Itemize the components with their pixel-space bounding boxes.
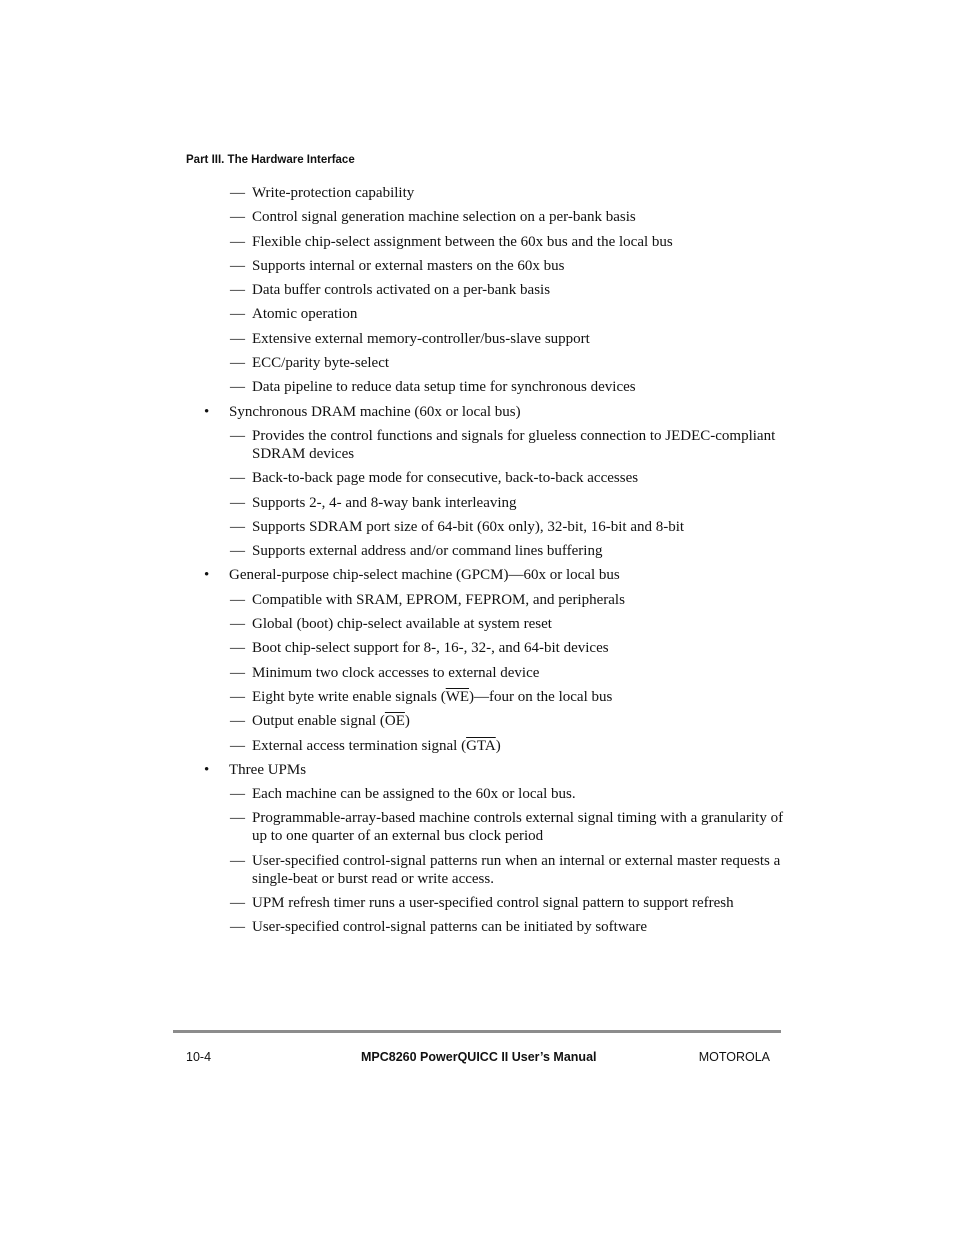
dash-subitem [200, 208, 790, 226]
footer-publisher: MOTOROLA [698, 1050, 770, 1064]
dash-marker: — [230, 306, 245, 323]
bullet-item [200, 403, 790, 421]
item-text [252, 469, 790, 487]
text-segment: Supports 2-, 4- and 8-way bank interleaving [252, 494, 517, 511]
item-text [252, 688, 790, 706]
dash-marker: — [230, 427, 245, 444]
active-low-signal-name: $\overline{OE}$ [384, 713, 405, 730]
item-text [252, 591, 790, 609]
item-text [252, 852, 790, 888]
text-segment: User-specified control-signal patterns can be initiated by software [252, 919, 647, 936]
item-text [252, 281, 790, 299]
item-text [252, 712, 790, 730]
dash-marker: — [230, 518, 245, 535]
text-segment: UPM refresh timer runs a user-specified control signal pattern to support refresh [252, 895, 734, 912]
dash-subitem [200, 894, 790, 912]
item-text [252, 354, 790, 372]
bullet-item [200, 761, 790, 779]
text-segment: )—four on the local bus [469, 688, 613, 705]
dash-marker: — [230, 185, 245, 201]
dash-subitem [200, 542, 790, 560]
dash-marker: — [230, 494, 245, 511]
text-segment: Extensive external memory-controller/bus-slave support [252, 330, 590, 347]
feature-list [200, 184, 790, 943]
dash-marker: — [230, 470, 245, 487]
dash-subitem [200, 233, 790, 251]
dash-subitem [200, 305, 790, 323]
text-segment: Each machine can be assigned to the 60x or local bus. [252, 786, 576, 803]
dash-marker: — [230, 919, 245, 936]
item-text [252, 233, 790, 251]
dash-marker: — [230, 810, 245, 827]
text-segment: Data buffer controls activated on a per-bank basis [252, 282, 551, 299]
text-segment: Compatible with SRAM, EPROM, FEPROM, and peripherals [252, 591, 625, 608]
dash-subitem [200, 257, 790, 275]
text-segment: Provides the control functions and signals for glueless connection to JEDEC-compliant SDRAM devices [252, 427, 776, 462]
footer-page-number: 10-4 [186, 1050, 212, 1064]
item-text [252, 427, 790, 463]
item-text [229, 566, 790, 584]
dash-subitem [200, 427, 790, 463]
dash-subitem [200, 918, 790, 936]
dash-subitem [200, 664, 790, 682]
dash-subitem [200, 591, 790, 609]
text-segment: General-purpose chip-select machine (GPCM)—60x or local bus [229, 567, 620, 584]
text-segment: Flexible chip-select assignment between the 60x bus and the local bus [252, 233, 673, 250]
dash-subitem [200, 785, 790, 803]
dash-subitem [200, 330, 790, 348]
dash-marker: — [230, 786, 245, 803]
item-text [252, 330, 790, 348]
text-segment: Supports SDRAM port size of 64-bit (60x only), 32-bit, 16-bit and 8-bit [252, 518, 685, 535]
text-segment: Programmable-array-based machine controls external signal timing with a granularity of up to one quarter of an external bus clock period [252, 810, 784, 845]
dash-marker: — [230, 233, 245, 250]
dash-marker: — [230, 591, 245, 608]
dash-subitem [200, 494, 790, 512]
dash-marker: — [230, 713, 245, 730]
item-text [252, 378, 790, 396]
text-segment: Supports external address and/or command lines buffering [252, 543, 603, 560]
dash-marker: — [230, 282, 245, 299]
bullet-item [200, 566, 790, 584]
dash-marker: — [230, 895, 245, 912]
dash-marker: — [230, 379, 245, 396]
text-segment: Synchronous DRAM machine (60x or local bus) [229, 403, 521, 420]
dash-marker: — [230, 330, 245, 347]
running-head: Part III. The Hardware Interface [186, 154, 355, 166]
text-segment: External access termination signal ( [252, 737, 467, 754]
dash-marker: — [230, 737, 245, 754]
footer-rule [173, 1030, 781, 1033]
dash-marker: — [230, 257, 245, 274]
dash-marker: — [230, 543, 245, 560]
item-text [252, 785, 790, 803]
item-text [252, 918, 790, 936]
text-segment: ECC/parity byte-select [252, 355, 390, 372]
text-segment: Supports internal or external masters on the 60x bus [252, 257, 565, 274]
dash-subitem [200, 354, 790, 372]
dash-subitem [200, 737, 790, 755]
active-low-signal-name: $\overline{GTA}$ [466, 737, 496, 754]
text-segment: Data pipeline to reduce data setup time for synchronous devices [252, 379, 636, 396]
text-segment: Minimum two clock accesses to external device [252, 664, 540, 681]
item-text [252, 518, 790, 536]
dash-subitem [200, 184, 790, 202]
text-segment: Atomic operation [252, 306, 358, 323]
dash-subitem [200, 639, 790, 657]
text-segment: Output enable signal ( [252, 713, 385, 730]
item-text [252, 542, 790, 560]
item-text [229, 761, 790, 779]
dash-subitem [200, 852, 790, 888]
dash-marker: — [230, 688, 245, 705]
text-segment: Control signal generation machine selection on a per-bank basis [252, 209, 636, 226]
dash-subitem [200, 615, 790, 633]
bullet-marker: • [204, 761, 210, 778]
dash-marker: — [230, 852, 245, 869]
item-text [252, 615, 790, 633]
bullet-marker: • [204, 403, 210, 420]
item-text [229, 403, 790, 421]
item-text [252, 494, 790, 512]
dash-subitem [200, 281, 790, 299]
text-segment: Write-protection capability [252, 185, 415, 201]
active-low-signal-name: $\overline{WE}$ [445, 688, 470, 705]
bullet-marker: • [204, 567, 210, 584]
footer-manual-title: MPC8260 PowerQUICC II User’s Manual [361, 1050, 597, 1064]
item-text [252, 737, 790, 755]
item-text [252, 639, 790, 657]
item-text [252, 894, 790, 912]
dash-subitem [200, 712, 790, 730]
dash-marker: — [230, 616, 245, 633]
item-text [252, 809, 790, 845]
item-text [252, 184, 790, 202]
dash-subitem [200, 688, 790, 706]
text-segment: Back-to-back page mode for consecutive, back-to-back accesses [252, 470, 639, 487]
text-segment: ) [495, 737, 501, 754]
dash-marker: — [230, 209, 245, 226]
text-segment: User-specified control-signal patterns run when an internal or external master requests a single-beat or burst read or write access. [252, 852, 781, 887]
dash-marker: — [230, 664, 245, 681]
dash-subitem [200, 469, 790, 487]
dash-marker: — [230, 640, 245, 657]
text-segment: Eight byte write enable signals ( [252, 688, 446, 705]
text-segment: Three UPMs [229, 761, 307, 778]
item-text [252, 208, 790, 226]
dash-marker: — [230, 355, 245, 372]
item-text [252, 257, 790, 275]
dash-subitem [200, 378, 790, 396]
dash-subitem [200, 518, 790, 536]
text-segment: Boot chip-select support for 8-, 16-, 32-, and 64-bit devices [252, 640, 609, 657]
item-text [252, 305, 790, 323]
text-segment: ) [404, 713, 410, 730]
text-segment: Global (boot) chip-select available at system reset [252, 616, 552, 633]
item-text [252, 664, 790, 682]
dash-subitem [200, 809, 790, 845]
